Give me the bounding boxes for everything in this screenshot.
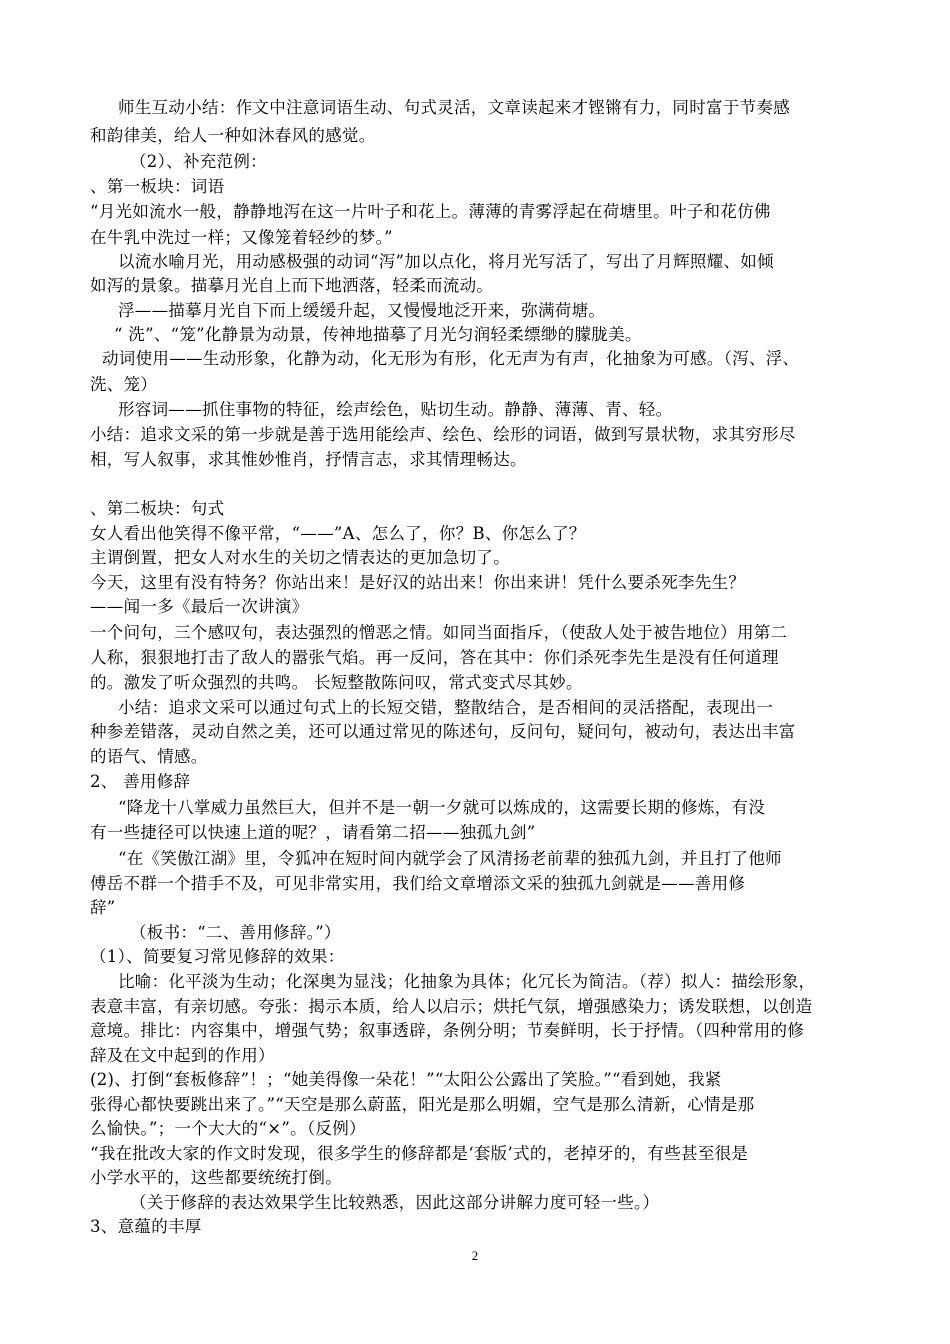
- text-line: 张得心都快要跳出来了。”“天空是那么蔚蓝，阳光是那么明媚，空气是那么清新，心情是那: [90, 1095, 755, 1114]
- text-line: “我在批改大家的作文时发现，很多学生的修辞都是‘套版’式的，老掉牙的，有些甚至很是: [90, 1144, 749, 1163]
- text-line: 辞”: [90, 898, 116, 917]
- text-line: 浮——描摹月光自下而上缓缓升起，又慢慢地泛开来，弥满荷塘。: [118, 301, 606, 320]
- text-line: （板书：“二、善用修辞。”）: [130, 923, 341, 942]
- text-line: 有一些捷径可以快速上道的呢？，请看第二招——独孤九剑”: [90, 823, 536, 842]
- text-line: 洗、笼）: [90, 375, 158, 394]
- text-line: ——闻一多《最后一次讲演》: [90, 597, 309, 616]
- text-line: （1）、简要复习常见修辞的效果：: [90, 947, 345, 966]
- text-line: 么愉快。”；一个大大的“×”。（反例）: [90, 1119, 366, 1138]
- text-line: (2)、打倒“套板修辞”！；“她美得像一朵花！”“太阳公公露出了笑脸。”“看到她，我紧: [90, 1070, 722, 1089]
- text-line: （关于修辞的表达效果学生比较熟悉，因此这部分讲解力度可轻一些。）: [130, 1193, 660, 1212]
- text-line: 小学水平的，这些都要统统打倒。: [90, 1168, 342, 1187]
- text-line: 比喻：化平淡为生动；化深奥为显浅；化抽象为具体；化冗长为简洁。（荐）拟人：描绘形象，: [118, 972, 816, 991]
- text-line: “降龙十八掌威力虽然巨大，但并不是一朝一夕就可以炼成的，这需要长期的修炼，有没: [118, 798, 766, 817]
- summary-text: 的语气、情感。: [90, 747, 208, 766]
- text-line: 今天，这里有没有特务？你站出来！是好汉的站出来！你出来讲！凭什么要杀死李先生？: [90, 573, 746, 592]
- text-line: 形容词——抓住事物的特征，绘声绘色，贴切生动。静静、薄薄、青、轻。: [118, 400, 673, 419]
- text-line: （2）、补充范例：: [130, 152, 267, 171]
- summary-text: 小结：追求文采可以通过句式上的长短交错，整散结合，是否相间的灵活搭配，表现出一: [118, 698, 774, 717]
- section-heading: 2、 善用修辞: [90, 772, 191, 791]
- text-line: 以流水喻月光，用动感极强的动词“泻”加以点化，将月光写活了，写出了月辉照耀、如倾: [118, 252, 774, 271]
- text-line: 在牛乳中洗过一样；又像笼着轻纱的梦。”: [90, 228, 393, 247]
- text-line: 人称，狠狠地打击了敌人的嚣张气焰。再一反问，答在其中：你们杀死李先生是没有任何道理: [90, 648, 779, 667]
- text-line: 意境。排比：内容集中，增强气势；叙事透辟，条例分明；节奏鲜明，长于抒情。（四种常用的修: [90, 1021, 805, 1040]
- text-line: “在《笑傲江湖》里，令狐冲在短时间内就学会了风清扬老前辈的独孤九剑，并且打了他师: [118, 849, 782, 868]
- text-line: 表意丰富，有亲切感。夸张：揭示本质，给人以启示；烘托气氛，增强感染力；诱发联想，以创造: [90, 997, 813, 1016]
- text-line: “月光如流水一般，静静地泻在这一片叶子和花上。薄薄的青雾浮起在荷塘里。叶子和花仿佛: [90, 202, 771, 221]
- text-line: 女人看出他笑得不像平常，“——”A、怎么了，你？B、你怎么了？: [90, 524, 586, 543]
- summary-text: 相，写人叙事，求其惟妙惟肖，抒情言志，求其情理畅达。: [90, 450, 527, 469]
- section-heading: 3、意蕴的丰厚: [90, 1217, 202, 1236]
- section-heading: 、第一板块：词语: [90, 177, 225, 196]
- text-line: 辞及在文中起到的作用）: [90, 1046, 275, 1065]
- text-line: 如泻的景象。描摹月光自上而下地洒落，轻柔而流动。: [90, 276, 494, 295]
- text-line: 动词使用——生动形象，化静为动，化无形为有形，化无声为有声，化抽象为可感。（泻、浮、: [102, 349, 800, 368]
- text-line: 的。激发了听众强烈的共鸣。 长短整散陈问叹，常式变式尽其妙。: [90, 673, 583, 692]
- text-line: 和韵律美，给人一种如沐春风的感觉。: [90, 126, 376, 145]
- section-heading: 、第二板块：句式: [90, 499, 225, 518]
- text-line: 傅岳不群一个措手不及，可见非常实用，我们给文章增添文采的独孤九剑就是——善用修: [90, 874, 746, 893]
- text-line: 师生互动小结：作文中注意词语生动、句式灵活，文章读起来才铿锵有力，同时富于节奏感: [118, 98, 790, 117]
- summary-text: 种参差错落，灵动自然之美，还可以通过常见的陈述句，反问句，疑问句，被动句，表达出丰富: [90, 722, 796, 741]
- text-line: 主谓倒置，把女人对水生的关切之情表达的更加急切了。: [90, 548, 510, 567]
- text-line: 一个问句，三个感叹句，表达强烈的憎恶之情。如同当面指斥，（使敌人处于被告地位）用第二: [90, 623, 788, 642]
- summary-text: 小结：追求文采的第一步就是善于选用能绘声、绘色、绘形的词语，做到写景状物，求其穷形尽: [90, 425, 796, 444]
- page-number: 2: [471, 1248, 479, 1263]
- text-line: “ 洗”、“笼”化静景为动景，传神地描摹了月光匀润轻柔缥缈的朦胧美。: [114, 325, 642, 344]
